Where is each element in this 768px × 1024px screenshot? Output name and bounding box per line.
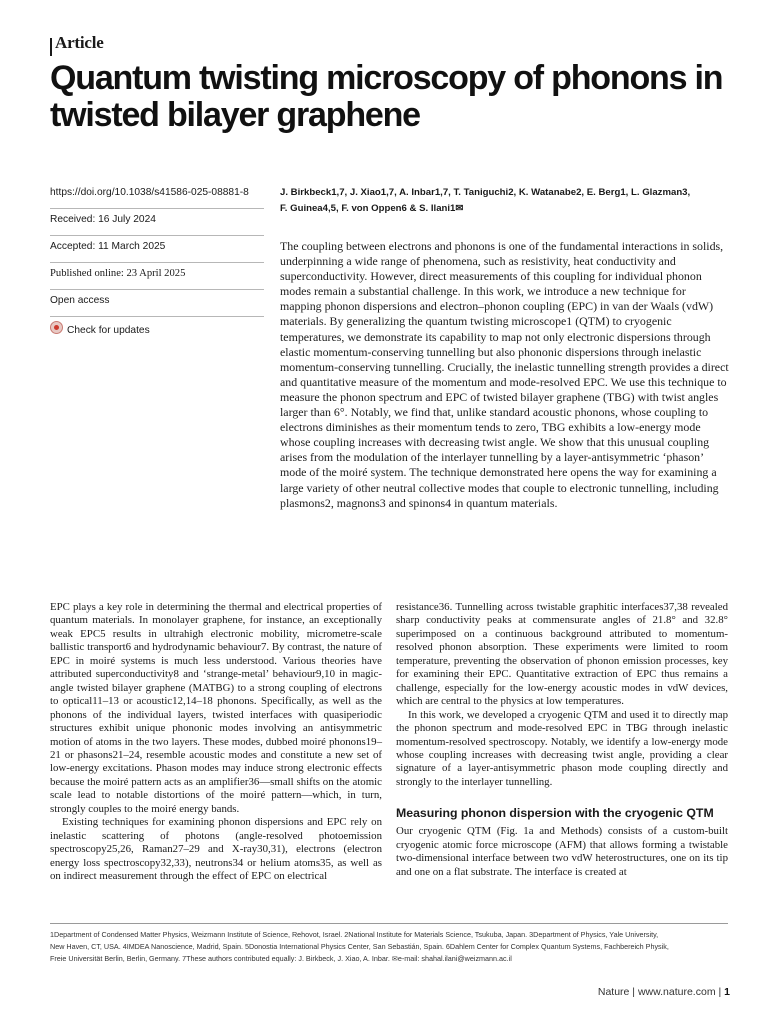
- article-title: Quantum twisting microscopy of phonons in twisted bilayer graphene: [50, 59, 723, 134]
- author-line-2: F. Guinea4,5, F. von Oppen6 & S. Ilani1✉: [280, 203, 464, 214]
- author-list: [280, 185, 730, 217]
- body-paragraph: In this work, we developed a cryogenic QTM and used it to directly map the phonon spectrum and mode-resolved EPC in TBG through inelastic momentum-resolved spectroscopy. Notably, we identify a low-energy mode whose coupling increases with decreasing twist angle, providing a clear signature of a layer-antisymmetric phason mode coupling directly and strongly to the interlayer tunnelling.: [396, 708, 728, 788]
- article-metadata: [50, 186, 264, 347]
- footer-separator: |: [632, 986, 636, 998]
- abstract: The coupling between electrons and phonons is one of the fundamental interactions in solids, underpinning a wide range of phenomena, such as resistivity, heat conductivity and superconductivity. However, direct measurements of this coupling for individual phonon modes remain a substantial challenge. In this work, we introduce a new technique for mapping phonon dispersions and electron–phonon coupling (EPC) in van der Waals (vdW) materials. By generalizing the quantum twisting microscope1 (QTM) to cryogenic temperatures, we demonstrate its capability to map not only electronic dispersions through elastic momentum-conserving tunnelling but also phononic dispersions through inelastic momentum-conserving tunnelling. Crucially, the inelastic tunnelling strength provides a direct and quantitative measure of the momentum and mode-resolved EPC. We use this technique to measure the phonon spectrum and EPC of twisted bilayer graphene (TBG) with twist angles larger than 6°. Notably, we find that, unlike standard acoustic phonons, whose coupling to electrons diminishes as their momentum tends to zero, TBG exhibits a low-energy mode whose coupling increases with decreasing twist angle. We show that this unusual coupling arises from the modulation of the interlayer tunnelling by a layer-antisymmetric ‘phason’ mode of the moiré system. The technique demonstrated here opens the way for examining a large variety of other neutral collective modes that couple to electronic tunnelling, including plasmons2, magnons3 and spinons4 in quantum materials.: [280, 239, 729, 510]
- footnote-line: 1Department of Condensed Matter Physics, Weizmann Institute of Science, Rehovot, Israel. 2National Institute for Materials Science, Tsukuba, Japan. 3Department of Physics, Yale University,: [50, 930, 659, 939]
- body-column-left: [50, 601, 382, 884]
- check-for-updates-label: Check for updates: [67, 325, 150, 336]
- footer-separator: |: [718, 986, 722, 998]
- footnote-line: New Haven, CT, USA. 4IMDEA Nanoscience, Madrid, Spain. 5Donostia International Physics Center, San Sebastián, Spain. 6Dahlem Center for Complex Quantum Systems, Fachbereich Physik,: [50, 942, 669, 951]
- body-column-right: [396, 601, 728, 879]
- section-marker-rule: [50, 38, 52, 56]
- body-paragraph: resistance36. Tunnelling across twistable graphitic interfaces37,38 revealed sharp conductivity peaks at commensurate angles of 21.8° and 32.8° superimposed on a continuous background attributed to momentum-resolved phonon absorption. These experiments were limited to room temperature, preventing the observation of phonon emission processes, key for examining their EPC. Quantitative extraction of EPC thus remains a challenge, especially for the low-energy acoustic modes in vdW devices, which are central to the physics at low temperatures.: [396, 601, 728, 708]
- doi-link[interactable]: https://doi.org/10.1038/s41586-025-08881-8: [50, 186, 264, 209]
- received-date: Received: 16 July 2024: [50, 213, 264, 236]
- section-heading: Measuring phonon dispersion with the cryogenic QTM: [396, 806, 714, 821]
- affiliation-footnotes: [50, 929, 730, 965]
- body-paragraph: Existing techniques for examining phonon dispersions and EPC rely on inelastic scattering of photons (angle-resolved photoemission spectroscopy25,26, Raman27–29 and X-ray30,31), electrons (electron energy loss spectroscopy32,33), neutrons34 or helium atoms35, as well as on indirect measurement through the effect of EPC on electrical: [50, 816, 382, 883]
- page-footer: [598, 986, 730, 998]
- open-access-label: Open access: [50, 294, 264, 317]
- journal-name: Nature: [597, 986, 630, 998]
- accepted-date: Accepted: 11 March 2025: [50, 240, 264, 263]
- check-for-updates-icon: [50, 321, 63, 334]
- footnote-divider: [50, 923, 728, 924]
- author-line-1: J. Birkbeck1,7, J. Xiao1,7, A. Inbar1,7, T. Taniguchi2, K. Watanabe2, E. Berg1, L. Glazman3,: [280, 187, 691, 198]
- body-paragraph: Our cryogenic QTM (Fig. 1a and Methods) consists of a custom-built cryogenic atomic force microscope (AFM) that allows forming a twistable two-dimensional interface between two vdW heterostructures, one on its tip and one on a flat substrate. The interface is created at: [396, 825, 728, 878]
- published-date: Published online: 23 April 2025: [50, 267, 264, 290]
- check-for-updates-button[interactable]: [50, 321, 264, 343]
- body-paragraph: EPC plays a key role in determining the thermal and electrical properties of quantum materials. In monolayer graphene, for instance, an exceptionally weak EPC5 results in ultrahigh electronic mobility, micrometre-scale ballistic transport6 and hydrodynamic behaviour7. By contrast, the nature of EPC in moiré systems is much less understood. Various theories have attributed superconductivity8 and ‘strange-metal’ behaviour9,10 in magic-angle twisted bilayer graphene (MATBG) to a strong coupling of electrons to optical11–13 or acoustic12,14–18 phonons. Specifically, as well as the phonons of the individual layers, twisted interfaces with quasiperiodic structures exhibit unique phononic modes involving an antisymmetric motion of atoms in the two layers. These modes, dubbed moiré phonons19–21 or phasons21–24, resemble acoustic modes and constitute a new set of low-energy excitations. Phason modes may induce strong electronic effects because the moiré pattern acts as an amplifier36—small shifts on the atomic scale lead to notable distortions of the moiré pattern—which, in turn, strongly couples to the moiré energy bands.: [50, 601, 382, 815]
- article-type-label: Article: [55, 33, 104, 52]
- journal-url[interactable]: www.nature.com: [637, 986, 716, 998]
- page-number: 1: [724, 986, 730, 998]
- footnote-line: Freie Universität Berlin, Berlin, Germany. 7These authors contributed equally: J. Birkbeck, J. Xiao, A. Inbar. ✉e-mail: shahal.ilani@weizmann.ac.il: [50, 954, 512, 963]
